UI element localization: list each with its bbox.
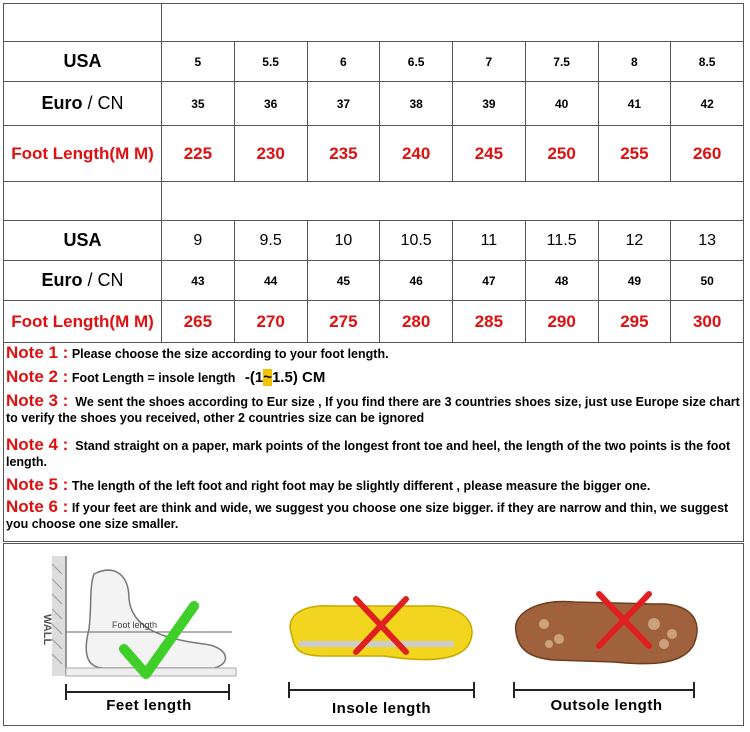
euro-size-cell: 47: [453, 261, 526, 301]
foot-length-label: Foot Length(M M): [4, 301, 162, 343]
note-label: Note 6 :: [6, 497, 69, 516]
foot-length-cell: 285: [453, 301, 526, 343]
usa-size-cell: 5: [162, 42, 235, 82]
foot-length-cell: 295: [598, 301, 671, 343]
usa-size-cell: 7.5: [525, 42, 598, 82]
usa-size-cell: 6.5: [380, 42, 453, 82]
table-1-header-blank: [162, 4, 744, 42]
usa-size-cell: 11: [453, 221, 526, 261]
table-1-euro-row: [4, 82, 744, 126]
table-2-foot-row: [4, 301, 744, 343]
usa-size-cell: 9.5: [234, 221, 307, 261]
usa-label: USA: [4, 221, 162, 261]
note-text: Please choose the size according to your foot length.: [71, 347, 389, 361]
foot-length-cell: 290: [525, 301, 598, 343]
note-1: [6, 345, 741, 369]
outsole-length-panel: [504, 544, 745, 727]
note-label: Note 1 :: [6, 343, 69, 362]
euro-size-cell: 36: [234, 82, 307, 126]
euro-size-cell: 38: [380, 82, 453, 126]
feet-length-label: Feet length: [106, 697, 192, 714]
euro-cn-label: [4, 261, 162, 301]
euro-size-cell: 44: [234, 261, 307, 301]
usa-size-cell: 9: [162, 221, 235, 261]
foot-length-cell: 250: [525, 126, 598, 182]
table-2-blank-cell: [4, 182, 162, 221]
foot-length-cell: 265: [162, 301, 235, 343]
foot-length-cell: 245: [453, 126, 526, 182]
usa-size-cell: 8.5: [671, 42, 744, 82]
note-label: Note 5 :: [6, 475, 69, 494]
note-label: Note 4 :: [6, 435, 69, 454]
size-table-1: [3, 3, 744, 182]
note-5: [6, 477, 741, 499]
cn-label: / CN: [82, 270, 124, 290]
note-label: Note 3 :: [6, 391, 69, 410]
usa-size-cell: 13: [671, 221, 744, 261]
table-1-foot-row: [4, 126, 744, 182]
foot-length-cell: 240: [380, 126, 453, 182]
table-1-usa-row: [4, 42, 744, 82]
usa-size-cell: 12: [598, 221, 671, 261]
note-4: [6, 437, 741, 477]
foot-length-cell: 225: [162, 126, 235, 182]
foot-length-cell: 300: [671, 301, 744, 343]
usa-size-cell: 10.5: [380, 221, 453, 261]
measurement-illustrations: [3, 543, 744, 726]
euro-label: Euro: [41, 270, 83, 290]
foot-length-text: Foot length: [112, 620, 158, 630]
usa-size-cell: 5.5: [234, 42, 307, 82]
euro-size-cell: 40: [525, 82, 598, 126]
euro-size-cell: 41: [598, 82, 671, 126]
note-text: We sent the shoes according to Eur size , If you find there are 3 countries shoes size, just use Europe size chart to verify the shoes you received, other 2 countries size can be ignored: [6, 395, 740, 425]
note-text: Foot Length = insole length: [71, 371, 236, 385]
notes-section: [3, 342, 744, 542]
euro-size-cell: 50: [671, 261, 744, 301]
table-1-blank-cell: [4, 4, 162, 42]
insole-length-label: Insole length: [331, 700, 431, 717]
euro-size-cell: 48: [525, 261, 598, 301]
note-label: Note 2 :: [6, 367, 69, 386]
table-2-header-blank: [162, 182, 744, 221]
foot-length-label: Foot Length(M M): [4, 126, 162, 182]
euro-size-cell: 49: [598, 261, 671, 301]
wall-text: WALL: [41, 614, 53, 646]
note-formula: [245, 369, 325, 386]
formula-start: -(1: [244, 369, 264, 386]
usa-label: USA: [4, 42, 162, 82]
usa-size-cell: 10: [307, 221, 380, 261]
euro-size-cell: 43: [162, 261, 235, 301]
euro-cn-label: [4, 82, 162, 126]
foot-length-cell: 235: [307, 126, 380, 182]
usa-size-cell: 11.5: [525, 221, 598, 261]
note-3: [6, 393, 741, 437]
formula-tilde: ~: [263, 369, 272, 386]
size-table-2: [3, 181, 744, 343]
note-text: If your feet are think and wide, we suggest you choose one size bigger. if they are narrow and thin, we suggest you choose one size smaller.: [6, 501, 729, 531]
foot-length-cell: 230: [234, 126, 307, 182]
note-2: [6, 369, 741, 393]
foot-length-cell: 280: [380, 301, 453, 343]
euro-size-cell: 37: [307, 82, 380, 126]
euro-size-cell: 46: [380, 261, 453, 301]
usa-size-cell: 7: [453, 42, 526, 82]
foot-length-cell: 255: [598, 126, 671, 182]
euro-size-cell: 42: [671, 82, 744, 126]
usa-size-cell: 8: [598, 42, 671, 82]
foot-length-cell: 260: [671, 126, 744, 182]
table-2-euro-row: [4, 261, 744, 301]
note-6: [6, 499, 741, 532]
cn-label: / CN: [82, 93, 124, 113]
usa-size-cell: 6: [307, 42, 380, 82]
note-text: The length of the left foot and right foot may be slightly different , please measure the bigger one.: [71, 479, 651, 493]
outsole-length-label: Outsole length: [550, 697, 663, 714]
euro-label: Euro: [41, 93, 83, 113]
insole-length-panel: [274, 544, 484, 727]
euro-size-cell: 45: [307, 261, 380, 301]
euro-size-cell: 39: [453, 82, 526, 126]
foot-length-cell: 270: [234, 301, 307, 343]
feet-length-panel: [4, 544, 254, 727]
foot-length-cell: 275: [307, 301, 380, 343]
formula-end: 1.5) CM: [271, 369, 326, 386]
euro-size-cell: 35: [162, 82, 235, 126]
table-2-usa-row: [4, 221, 744, 261]
note-text: Stand straight on a paper, mark points of the longest front toe and heel, the length of the two points is the foot length.: [6, 439, 731, 469]
